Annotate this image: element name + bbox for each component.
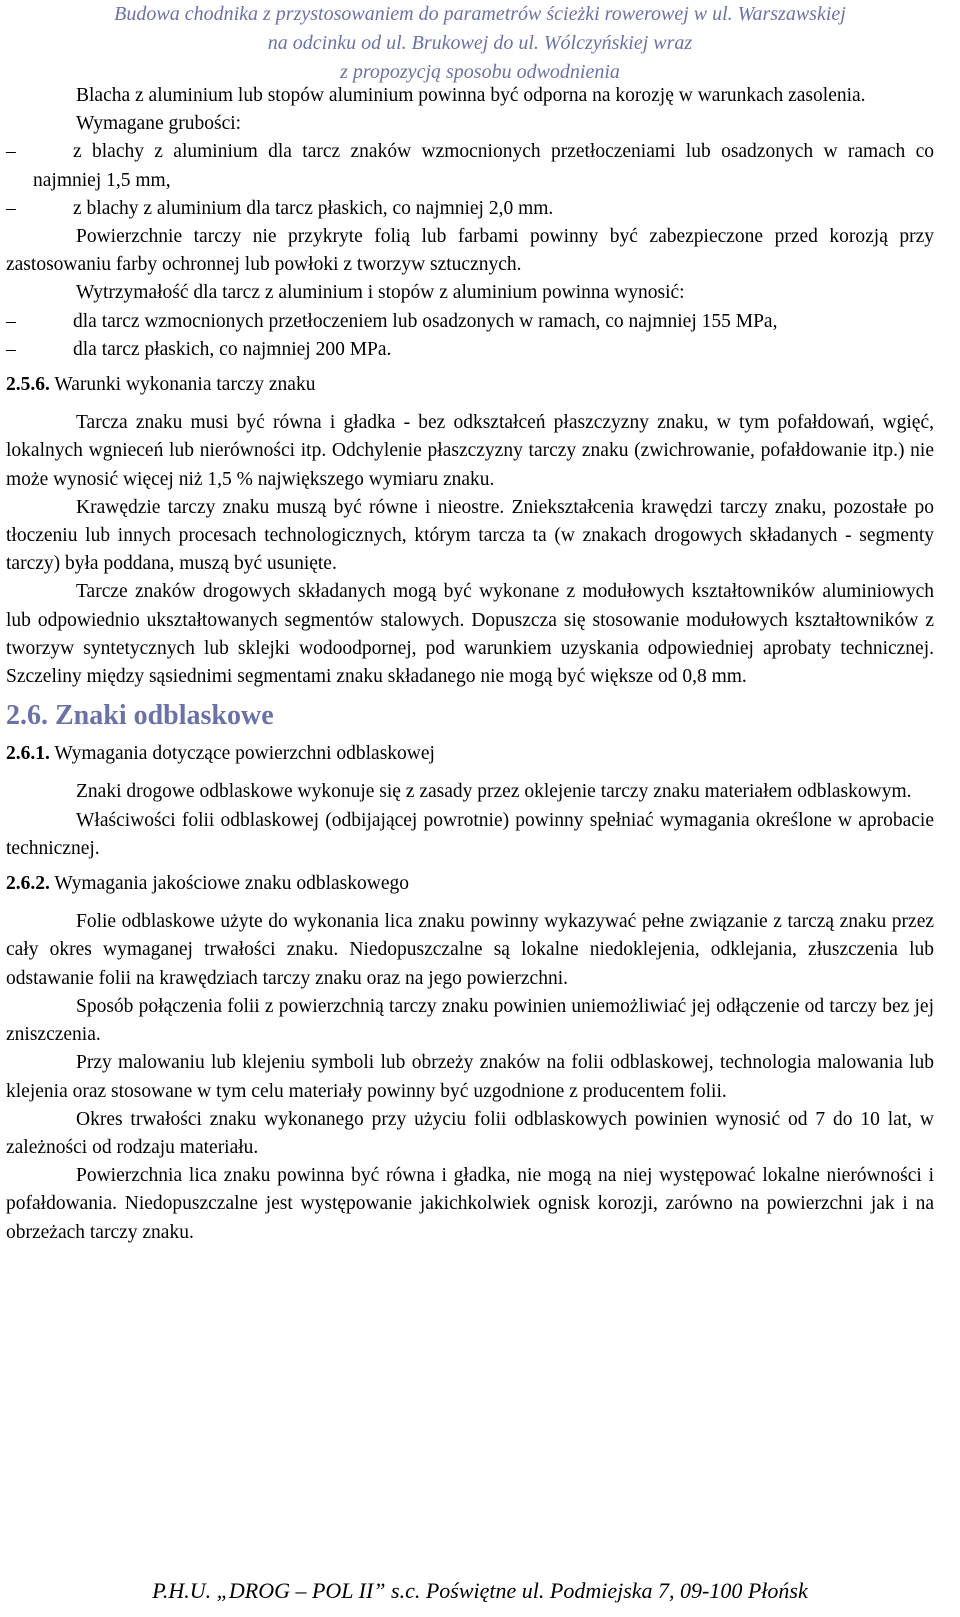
paragraph-foil-connection: Sposób połączenia folii z powierzchnią tarczy znaku powinien uniemożliwiać jej odłączenie od tarczy bez jej zniszczenia.	[6, 995, 934, 1046]
paragraph-foil-properties: Właściwości folii odblaskowej (odbijającej powrotnie) powinny spełniać wymagania określone w aprobacie technicznej.	[6, 809, 934, 859]
page-footer: P.H.U. „DROG – POL II” s.c. Poświętne ul. Podmiejska 7, 09-100 Płońsk	[152, 1578, 808, 1603]
list-item	[6, 138, 934, 194]
list-item	[6, 195, 934, 223]
paragraph-foil-bonding: Folie odblaskowe użyte do wykonania lica znaku powinny wykazywać pełne związanie z tarczą znaku przez cały okres wymaganej trwałości znaku. Niedopuszczalne są lokalne niedoklejenia, odklejania, złuszczenia lub odstawanie folii na krawędziach tarczy znaku oraz na jego powierzchni.	[6, 911, 934, 989]
header-line-2: na odcinku od ul. Brukowej do ul. Wólczyńskiej wraz	[267, 32, 693, 54]
paragraph-durability: Okres trwałości znaku wykonanego przy użyciu folii odblaskowych powinien wynosić od 7 do 10 lat, w zależności od rodzaju materiału.	[6, 1108, 934, 1158]
section-number: 2.6.2.	[6, 873, 50, 895]
section-number: 2.5.6.	[6, 374, 50, 396]
dash-bullet: –	[6, 338, 16, 360]
page-header	[0, 0, 960, 87]
list-item	[6, 308, 934, 336]
dash-bullet: –	[6, 141, 16, 163]
list-item	[6, 336, 934, 364]
list-item-text: z blachy z aluminium dla tarcz płaskich, co najmniej 2,0 mm.	[73, 197, 554, 219]
paragraph-sign-edges: Krawędzie tarczy znaku muszą być równe i nieostre. Zniekształcenia krawędzi tarczy znaku, pozostałe po tłoczeniu lub innych procesach technologicznych, którym tarcza ta (w znakach drogowych składanych - segmenty tarczy) była poddana, muszą być usunięte.	[6, 496, 934, 575]
section-heading-2-6-1	[6, 740, 934, 768]
paragraph-required-thickness: Wymagane grubości:	[76, 113, 242, 135]
header-line-1: Budowa chodnika z przystosowaniem do parametrów ścieżki rowerowej w ul. Warszawskiej	[114, 3, 846, 25]
paragraph-reflective-signs: Znaki drogowe odblaskowe wykonuje się z zasady przez oklejenie tarczy znaku materiałem odblaskowym.	[76, 781, 912, 803]
paragraph-aluminium-corrosion: Blacha z aluminium lub stopów aluminium powinna być odporna na korozję w warunkach zasolenia.	[76, 85, 866, 106]
section-heading-2-6-2	[6, 870, 934, 898]
section-heading-2-6: 2.6. Znaki odblaskowe	[6, 700, 274, 732]
section-title: Wymagania jakościowe znaku odblaskowego	[54, 873, 409, 895]
paragraph-modular-signs: Tarcze znaków drogowych składanych mogą być wykonane z modułowych kształtowników aluminiowych lub odpowiednio ukształtowanych segmentów stalowych. Dopuszcza się stosowanie modułowych kształtowników z tworzyw syntetycznych lub sklejki wodoodpornej, pod warunkiem uzyskania odpowiedniej aprobaty technicznej. Szczeliny między sąsiednimi segmentami znaku składanego nie mogą być większe od 0,8 mm.	[6, 581, 934, 688]
page-content	[6, 82, 934, 1247]
list-item-text: dla tarcz płaskich, co najmniej 200 MPa.	[73, 338, 392, 360]
paragraph-face-surface: Powierzchnia lica znaku powinna być równa i gładka, nie mogą na niej występować lokalne nierówności i pofałdowania. Niedopuszczalne jest występowanie jakichkolwiek ognisk korozji, zarówno na powierzchni jak i na obrzeżach tarczy znaku.	[6, 1165, 934, 1243]
section-title: Warunki wykonania tarczy znaku	[54, 374, 316, 396]
section-number: 2.6.1.	[6, 743, 50, 765]
section-title: Wymagania dotyczące powierzchni odblaskowej	[54, 743, 435, 765]
dash-bullet: –	[6, 310, 16, 332]
list-item-text: dla tarcz wzmocnionych przetłoczeniem lub osadzonych w ramach, co najmniej 155 MPa,	[73, 310, 778, 332]
list-item-text: z blachy z aluminium dla tarcz znaków wzmocnionych przetłoczeniami lub osadzonych w ramach co najmniej 1,5 mm,	[33, 141, 934, 191]
section-heading-2-5-6	[6, 371, 934, 399]
paragraph-symbol-painting: Przy malowaniu lub klejeniu symboli lub obrzeży znaków na folii odblaskowej, technologia malowania lub klejenia oraz stosowane w tym celu materiały powinny być uzgodnione z producentem folii.	[6, 1052, 934, 1102]
paragraph-sign-flatness: Tarcza znaku musi być równa i gładka - bez odkształceń płaszczyzny znaku, w tym pofałdowań, wgięć, lokalnych wgnieceń lub nierówności itp. Odchylenie płaszczyzny tarczy znaku (zwichrowanie, pofałdowanie itp.) nie może wynosić więcej niż 1,5 % największego wymiaru znaku.	[6, 412, 934, 490]
paragraph-surface-protection: Powierzchnie tarczy nie przykryte folią lub farbami powinny być zabezpieczone przed korozją przy zastosowaniu farby ochronnej lub powłoki z tworzyw sztucznych.	[6, 226, 934, 276]
dash-bullet: –	[6, 197, 16, 219]
header-line-3: z propozycją sposobu odwodnienia	[340, 61, 620, 83]
paragraph-strength: Wytrzymałość dla tarcz z aluminium i stopów z aluminium powinna wynosić:	[76, 282, 685, 304]
